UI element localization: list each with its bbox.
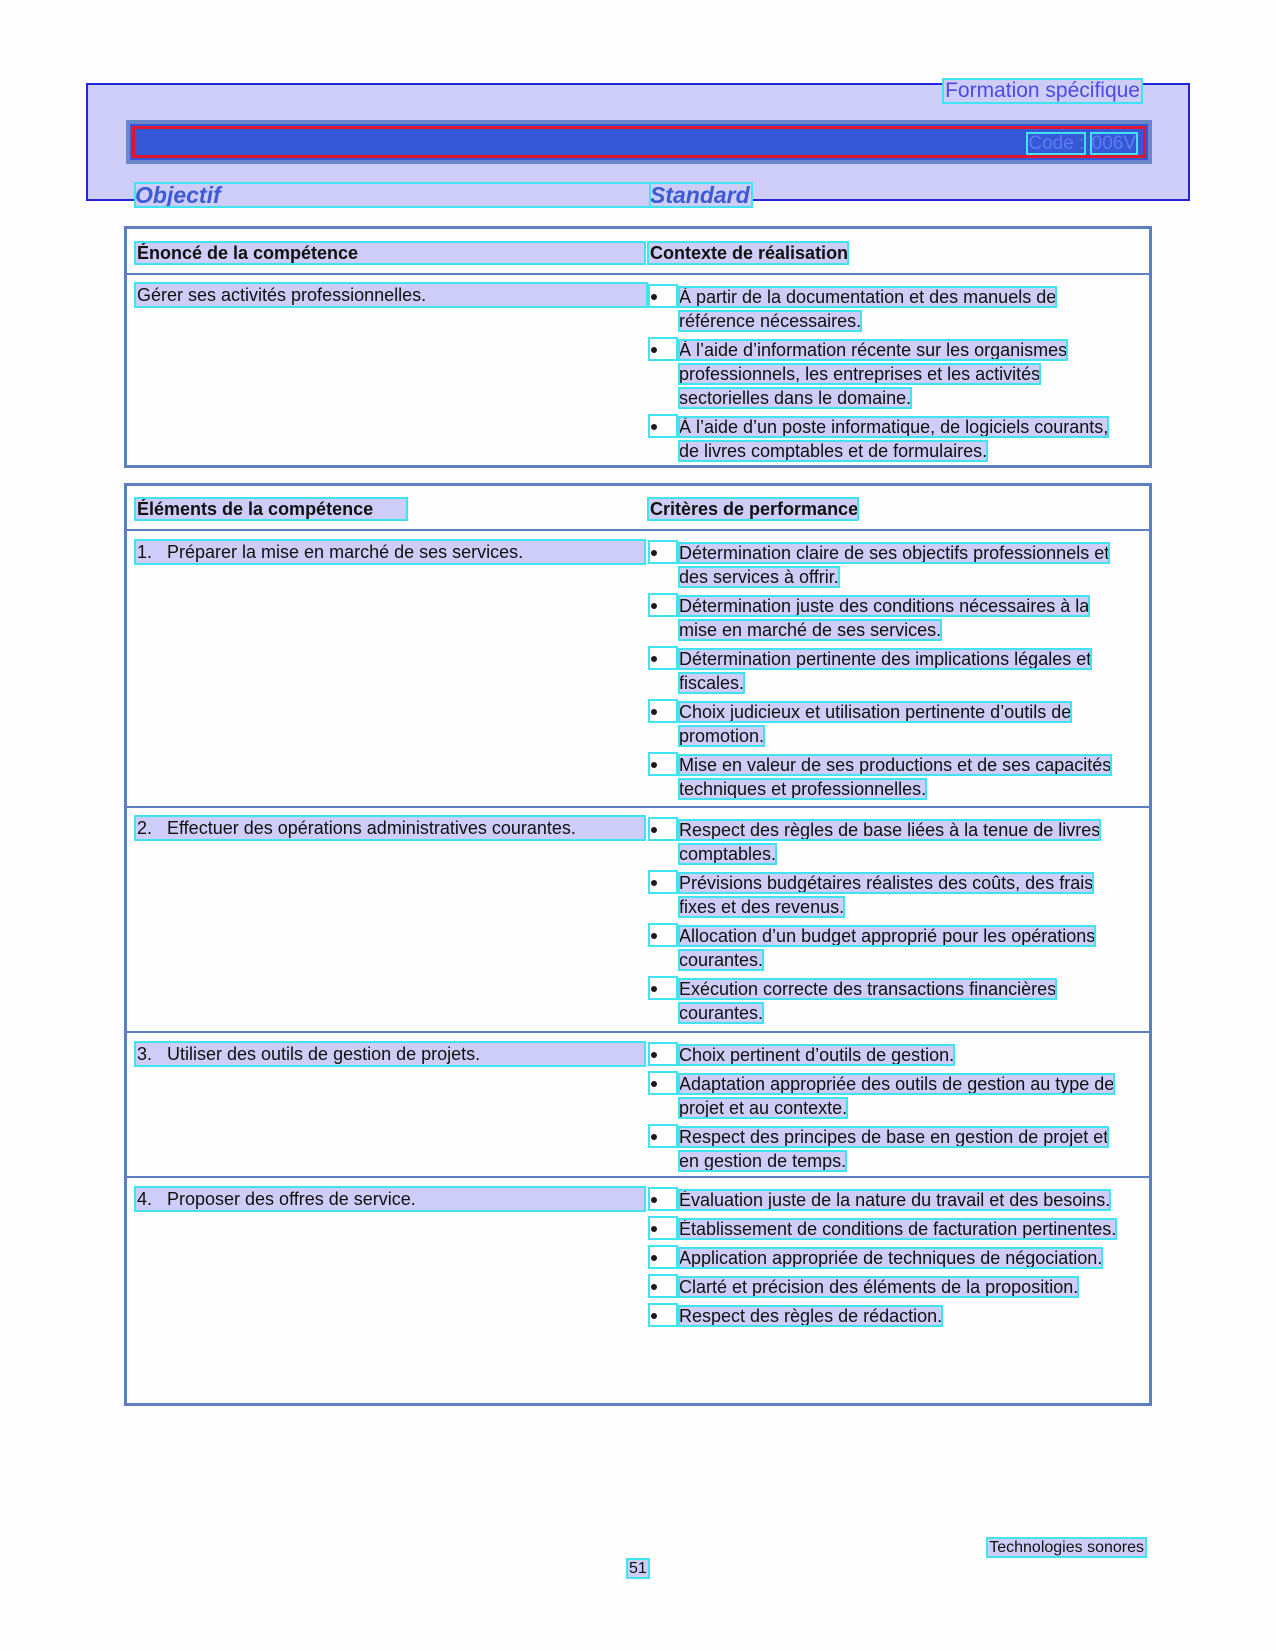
element-number: 3. (137, 1044, 153, 1064)
list-item: Allocation d’un budget approprié pour les opérations courantes. (648, 924, 1128, 972)
element-number: 2. (137, 818, 153, 838)
criteria-list (648, 1043, 1128, 1173)
list-item: Détermination claire de ses objectifs professionnels et des services à offrir. (648, 541, 1128, 589)
table1-header-row (127, 229, 1149, 273)
competency-statement: Gérer ses activités professionnelles. (135, 283, 647, 307)
list-item: Détermination pertinente des implications légales et fiscales. (648, 647, 1128, 695)
list-item: Respect des règles de base liées à la tenue de livres comptables. (648, 818, 1128, 866)
list-item: Clarté et précision des éléments de la proposition. (648, 1275, 1128, 1299)
header-band (86, 79, 1190, 208)
list-item: À partir de la documentation et des manuels de référence nécessaires. (648, 285, 1128, 333)
code-text (1027, 133, 1137, 155)
list-item: Prévisions budgétaires réalistes des coûts, des frais fixes et des revenus. (648, 871, 1128, 919)
context-header: Contexte de réalisation (650, 243, 849, 263)
context-list (648, 285, 1128, 463)
list-item: À l’aide d’information récente sur les organismes professionnels, les entreprises et les activités sectorielles dans le domaine. (648, 338, 1128, 410)
element-text: Proposer des offres de service. (167, 1189, 416, 1209)
competency-statement-table (124, 226, 1152, 468)
elements-header: Éléments de la compétence (135, 498, 407, 520)
footer-program: Technologies sonores (989, 1539, 1144, 1556)
criteria-list (648, 1188, 1128, 1328)
list-item: Établissement de conditions de facturation pertinentes. (648, 1217, 1128, 1241)
table-row (127, 806, 1149, 1031)
list-item: Détermination juste des conditions nécessaires à la mise en marché de ses services. (648, 594, 1128, 642)
code-frame (132, 126, 1146, 158)
list-item: Évaluation juste de la nature du travail et des besoins. (648, 1188, 1128, 1212)
objectif-heading: Objectif (135, 183, 655, 207)
criteria-list (648, 818, 1128, 1025)
standard-heading: Standard (650, 182, 750, 208)
code-label: Code : (1028, 133, 1085, 154)
code-value: 006V (1091, 133, 1136, 154)
list-item: Adaptation appropriée des outils de gestion au type de projet et au contexte. (648, 1072, 1128, 1120)
list-item: Respect des règles de rédaction. (648, 1304, 1128, 1328)
criteria-header: Critères de performance (650, 499, 859, 519)
element-text: Utiliser des outils de gestion de projets. (167, 1044, 481, 1064)
code-bar (126, 120, 1152, 164)
table-row (127, 529, 1149, 806)
element-text: Préparer la mise en marché de ses services. (167, 542, 524, 562)
element-text: Effectuer des opérations administratives courantes. (167, 818, 576, 838)
page-number: 51 (629, 1560, 647, 1577)
table2-header-row (127, 486, 1149, 529)
table-row (127, 1176, 1149, 1408)
element-number: 4. (137, 1189, 153, 1209)
list-item: Choix judicieux et utilisation pertinente d’outils de promotion. (648, 700, 1128, 748)
list-item: Exécution correcte des transactions financières courantes. (648, 977, 1128, 1025)
list-item: Respect des principes de base en gestion de projet et en gestion de temps. (648, 1125, 1128, 1173)
list-item: Mise en valeur de ses productions et de ses capacités techniques et professionnelles. (648, 753, 1128, 801)
list-item: Application appropriée de techniques de négociation. (648, 1246, 1128, 1270)
table-row (127, 1031, 1149, 1176)
element-number: 1. (137, 542, 153, 562)
table1-body-row (127, 273, 1149, 465)
competency-elements-table (124, 483, 1152, 1406)
statement-header: Énoncé de la compétence (135, 242, 645, 264)
list-item: Choix pertinent d’outils de gestion. (648, 1043, 1128, 1067)
criteria-list (648, 541, 1128, 801)
list-item: À l’aide d’un poste informatique, de logiciels courants, de livres comptables et de formulaires. (648, 415, 1128, 463)
formation-label: Formation spécifique (945, 79, 1140, 102)
